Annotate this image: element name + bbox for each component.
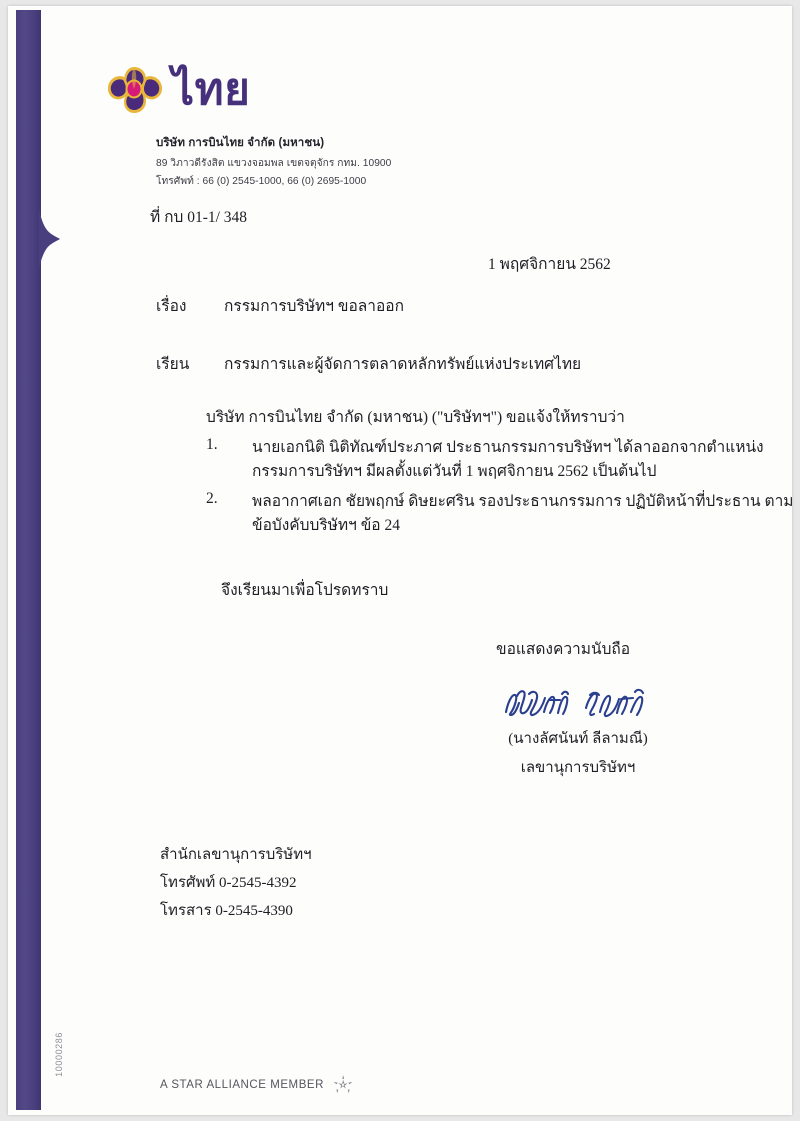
document-id-vertical: 10000286 bbox=[54, 1032, 64, 1077]
list-item-body bbox=[252, 490, 794, 537]
contact-fax: โทรสาร 0-2545-4390 bbox=[160, 902, 293, 919]
document-page bbox=[8, 6, 792, 1115]
signatory-name: (นางลัศนันท์ ลีลามณี) bbox=[508, 731, 648, 747]
body-intro-paragraph: บริษัท การบินไทย จำกัด (มหาชน) ("บริษัทฯ") ขอแจ้งให้ทราบว่า bbox=[206, 409, 625, 426]
list-item-line: นายเอกนิติ นิติทัณฑ์ประภาศ ประธานกรรมการบริษัทฯ ได้ลาออกจากตำแหน่ง bbox=[252, 439, 764, 456]
company-name: บริษัท การบินไทย จำกัด (มหาชน) bbox=[156, 137, 325, 149]
list-item-number: 2. bbox=[206, 490, 218, 508]
company-telephone: โทรศัพท์ : 66 (0) 2545-1000, 66 (0) 2695-1000 bbox=[156, 176, 367, 187]
numbered-items-list bbox=[206, 436, 794, 544]
handwritten-signature-icon bbox=[500, 682, 650, 724]
subject-label: เรื่อง bbox=[156, 298, 187, 315]
recipient-value: กรรมการและผู้จัดการตลาดหลักทรัพย์แห่งประเทศไทย bbox=[224, 356, 582, 373]
signatory-title: เลขานุการบริษัทฯ bbox=[520, 760, 636, 776]
list-item-number: 1. bbox=[206, 436, 218, 453]
document-reference-number: ที่ กบ 01-1/ 348 bbox=[150, 209, 248, 226]
star-alliance-star-icon bbox=[332, 1074, 354, 1096]
list-item bbox=[206, 490, 794, 537]
star-alliance-footer bbox=[160, 1074, 354, 1096]
thai-wordmark: ไทย bbox=[172, 65, 251, 114]
left-decorative-band bbox=[10, 10, 64, 1111]
letterhead bbox=[104, 61, 392, 187]
recipient-label: เรียน bbox=[156, 356, 190, 373]
closing-line: จึงเรียนมาเพื่อโปรดทราบ bbox=[221, 582, 389, 599]
subject-row bbox=[156, 293, 404, 318]
list-item-line: กรรมการบริษัทฯ มีผลตั้งแต่วันที่ 1 พฤศจิกายน 2562 เป็นต้นไป bbox=[252, 462, 657, 480]
purple-band bbox=[16, 10, 41, 1110]
list-item-line: ข้อบังคับบริษัทฯ ข้อ 24 bbox=[252, 516, 400, 534]
list-item-body bbox=[252, 436, 766, 483]
band-flare-ornament bbox=[39, 208, 61, 270]
contact-block bbox=[160, 842, 312, 925]
thai-airways-orchid-logo-icon bbox=[104, 63, 166, 117]
contact-office: สำนักเลขานุการบริษัทฯ bbox=[160, 847, 312, 863]
company-address: 89 วิภาวดีรังสิต แขวงจอมพล เขตจตุจักร กทม. 10900 bbox=[156, 158, 392, 169]
regards-line: ขอแสดงความนับถือ bbox=[496, 641, 631, 658]
contact-phone: โทรศัพท์ 0-2545-4392 bbox=[160, 874, 297, 891]
recipient-row bbox=[156, 351, 581, 376]
list-item bbox=[206, 436, 766, 483]
star-alliance-label: A STAR ALLIANCE MEMBER bbox=[160, 1079, 324, 1091]
logo-row bbox=[104, 61, 250, 119]
document-date: 1 พฤศจิกายน 2562 bbox=[488, 256, 611, 273]
company-info-block bbox=[156, 134, 391, 191]
list-item-line: พลอากาศเอก ชัยพฤกษ์ ดิษยะศริน รองประธานกรรมการ ปฏิบัติหน้าที่ประธาน ตาม bbox=[252, 493, 794, 511]
subject-value: กรรมการบริษัทฯ ขอลาออก bbox=[224, 298, 404, 315]
